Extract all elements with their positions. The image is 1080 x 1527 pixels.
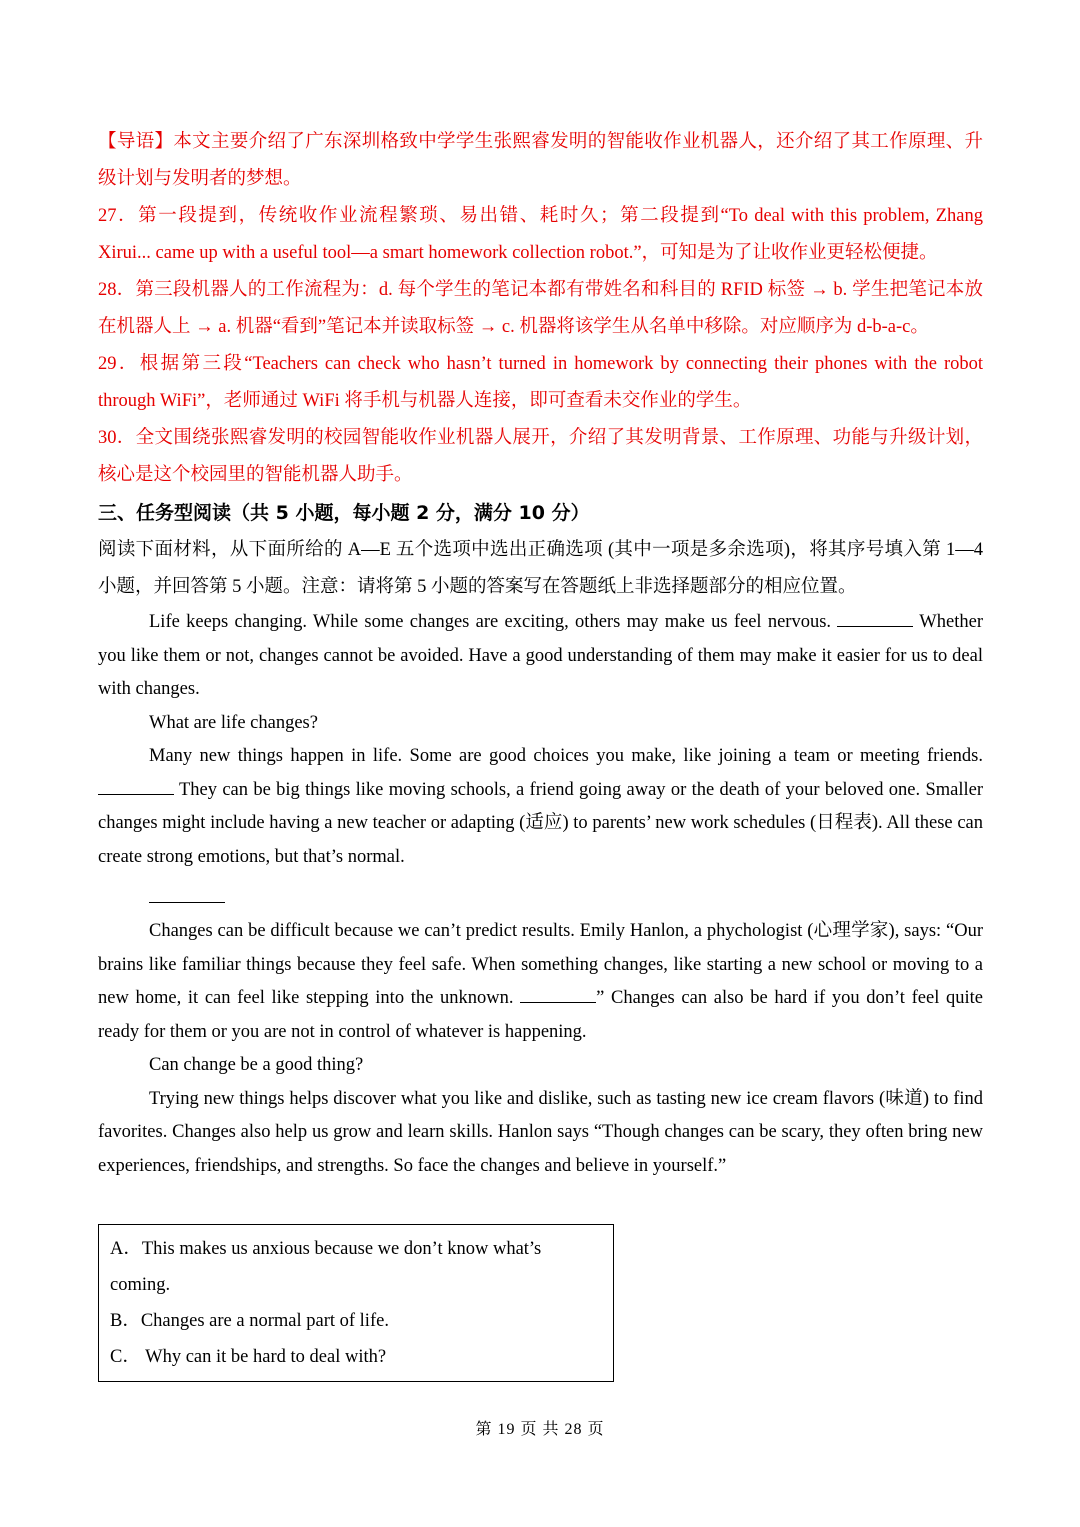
reading-passage — [98, 606, 983, 1183]
analysis-intro: 【导语】本文主要介绍了广东深圳格致中学学生张熙睿发明的智能收作业机器人，还介绍了其工作原理、升级计划与发明者的梦想。 — [98, 132, 983, 189]
passage-paragraph-2: Many new things happen in life. Some are good choices you make, like joining a team or meeting friends. They can be big things like moving schools, a friend going away or the death of your beloved one. Smaller changes might include having a new teacher or adapting (适应) to parents’ new work schedules (日程表). All these can create strong emotions, but that’s normal. — [98, 746, 983, 867]
passage-heading-1: What are life changes? — [149, 712, 318, 733]
answer-blank-1 — [837, 608, 913, 628]
document-page — [98, 124, 983, 1183]
option-b: B．Changes are a normal part of life. — [110, 1311, 389, 1331]
option-a: A．This makes us anxious because we don’t know what’s coming. — [110, 1239, 542, 1295]
options-box — [98, 1224, 614, 1382]
passage-paragraph-1: Life keeps changing. While some changes are exciting, others may make us feel nervous. Whether you like them or not, changes cannot be avoided. Have a good understanding of them may make it easier for us to deal with changes. — [98, 606, 983, 707]
page-footer: 第 19 页 共 28 页 — [475, 1421, 605, 1438]
answer-blank-4 — [520, 984, 596, 1004]
section-instruction: 阅读下面材料，从下面所给的 A—E 五个选项中选出正确选项 (其中一项是多余选项)，将其序号填入第 1—4 小题，并回答第 5 小题。注意：请将第 5 小题的答案写在答题纸上非选择题部分的相应位置。 — [98, 540, 983, 597]
passage-paragraph-4: Trying new things helps discover what you like and dislike, such as tasting new ice cream flavors (味道) to find favorites. Changes also help us grow and learn skills. Hanlon says “Though changes can be scary, they often bring new experiences, friendships, and strengths. So face the changes and believe in yourself.” — [98, 1088, 983, 1176]
option-c: C． Why can it be hard to deal with? — [110, 1347, 387, 1367]
section-title: 三、任务型阅读（共 5 小题，每小题 2 分，满分 10 分） — [98, 502, 590, 524]
answer-blank-3 — [149, 884, 225, 904]
analysis-q30: 30．全文围绕张熙睿发明的校园智能收作业机器人展开，介绍了其发明背景、工作原理、功能与升级计划，核心是这个校园里的智能机器人助手。 — [98, 428, 983, 485]
analysis-q28: 28．第三段机器人的工作流程为：d. 每个学生的笔记本都有带姓名和科目的 RFID 标签 → b. 学生把笔记本放在机器人上 → a. 机器“看到”笔记本并读取标签 → c. 机器将该学生从名单中移除。对应顺序为 d-b-a-c。 — [98, 280, 983, 337]
passage-paragraph-3: Changes can be difficult because we can’t predict results. Emily Hanlon, a phychologist (心理学家), says: “Our brains like familiar things because they feel safe. When something changes, like starting a new school or moving to a new home, it can feel like stepping into the unknown. ” Changes can also be hard if you don’t feel quite ready for them or you are not in control of whatever is happening. — [98, 921, 983, 1042]
passage-heading-blank — [98, 882, 983, 915]
analysis-q29: 29．根据第三段“Teachers can check who hasn’t turned in homework by connecting their phones with the robot through WiFi”，老师通过 WiFi 将手机与机器人连接，即可查看未交作业的学生。 — [98, 354, 983, 411]
analysis-q27: 27．第一段提到，传统收作业流程繁琐、易出错、耗时久；第二段提到“To deal with this problem, Zhang Xirui... came up with a useful tool—a smart homework collection robot.”，可知是为了让收作业更轻松便捷。 — [98, 206, 983, 263]
passage-heading-2: Can change be a good thing? — [149, 1055, 364, 1075]
answer-blank-2 — [98, 775, 174, 795]
